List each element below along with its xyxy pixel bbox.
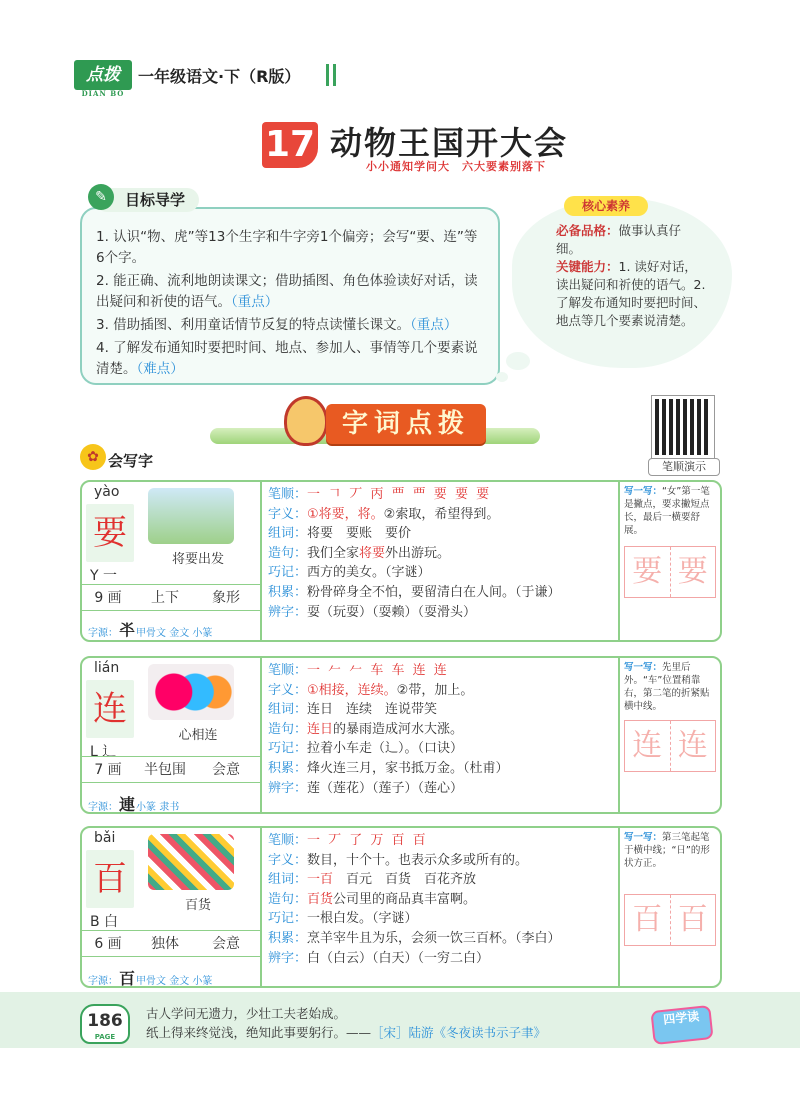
character: 百 [86, 850, 134, 908]
practice-grid[interactable]: 连 连 [624, 720, 716, 772]
char-info [82, 658, 262, 812]
char-source: 字源：百甲骨文 金文 小篆 [88, 969, 213, 988]
char-card-bai [80, 826, 722, 988]
char-meta-row: 7 画 半包围 会意 [82, 756, 262, 782]
char-source: 字源：𠦂甲骨文 金文 小篆 [88, 621, 213, 640]
qr-code-icon[interactable] [652, 396, 714, 458]
cloud-bubble-icon [496, 372, 508, 382]
char-details: 笔顺：一 𠂉 𠂉 车 车 连 连 字义：①相接，连续。②带，加上。 组词：连日 连续 连说带笑 造句：连日的暴雨造成河水大涨。 巧记：拉着小车走（辶）。（口诀） 积累：烽火连三月，家书抵万金。（杜甫） 辨字：莲（莲花）（莲子）（莲心） [268, 663, 509, 796]
char-meta-row: 6 画 独体 会意 [82, 930, 262, 956]
char-meta-row: 9 画 上下 象形 [82, 584, 262, 610]
lesson-number: 17 [262, 122, 318, 168]
goal-item: 1. 认识“物、虎”等13个生字和牛字旁1个偏旁；会写“要、连”等6个字。 [96, 229, 478, 266]
char-card-lian [80, 656, 722, 814]
char-card-yao [80, 480, 722, 642]
car-picture-icon [148, 488, 234, 544]
core-tag: 核心素养 [564, 196, 648, 216]
pinyin: bǎi [94, 830, 116, 846]
picture-word: 将要出发 [171, 552, 224, 567]
pinyin: yào [94, 484, 120, 500]
pinyin: lián [94, 660, 120, 676]
page-number: 186 PAGE [80, 1004, 130, 1044]
header-divider-icon [326, 64, 336, 86]
qr-label[interactable]: 笔顺演示 [648, 458, 720, 476]
write-heading: 会写字 [108, 452, 154, 470]
char-details: 笔顺：一 丆 了 万 百 百 字义：数目，十个十。也表示众多或所有的。 组词：一百 百元 百货 百花齐放 造句：百货公司里的商品真丰富啊。 巧记：一根白发。（字谜） 积累：烹羊宰牛且为乐，会须一饮三百杯。（李白） 辨字：白（白云）（白天）（一穷二白） [268, 833, 561, 966]
practice-grid[interactable]: 百 百 [624, 894, 716, 946]
goal-item: 3. 借助插图、利用童话情节反复的特点读懂长课文。（重点） [96, 317, 458, 333]
goals-heading: 目标导学 [95, 188, 199, 212]
goal-item: 4. 了解发布通知时要把时间、地点、参加人、事情等几个要素说清楚。（难点） [96, 340, 478, 377]
picture-word: 心相连 [178, 728, 218, 743]
page-title: 动物王国开大会 [330, 124, 569, 162]
practice-grid[interactable]: 要 要 [624, 546, 716, 598]
radical: Y 一 [90, 568, 118, 584]
char-source: 字源：連小篆 隶书 [88, 795, 180, 814]
cloud-bubble-icon [506, 352, 530, 370]
publisher-logo: 点拨 DIAN BO [74, 60, 132, 90]
character: 要 [86, 504, 134, 562]
goods-picture-icon [148, 834, 234, 890]
char-info [82, 482, 262, 640]
bee-icon: ✿ [80, 444, 106, 470]
goals-panel [80, 207, 500, 385]
footer-quote: 古人学问无遗力，少壮工夫老始成。 纸上得来终觉浅，绝知此事要躬行。——［宋］陆游《冬夜读书示子聿》 [146, 1006, 547, 1040]
write-practice: 写一写：先里后外。“车”位置稍靠右，第二笔的折紧贴横中线。 连 连 [618, 658, 720, 812]
lesson-subtitle: 小小通知学问大 六大要素别落下 [366, 160, 546, 173]
write-practice: 写一写：第三笔起笔于横中线；“日”的形状方正。 百 百 [618, 828, 720, 986]
section-banner: 字词点拨 [326, 404, 486, 444]
picture-word: 百货 [184, 898, 211, 913]
series-title: 一年级语文·下（R版） [138, 67, 301, 86]
goal-item: 2. 能正确、流利地朗读课文；借助插图、角色体验读好对话，读出疑问和祈使的语气。（重点） [96, 273, 478, 310]
radical: B 白 [90, 914, 119, 930]
core-content: 必备品格：做事认真仔细。 关键能力：1. 读好对话，读出疑问和祈使的语气。2. 了解发布通知时要把时间、地点等几个要素说清楚。 [556, 223, 707, 328]
read-badge: 四学读 [650, 1005, 713, 1045]
char-details: 笔顺：一 𠃍 丆 丙 覀 覀 要 要 要 字义：①将要，将。②索取，希望得到。 组词：将要 要账 要价 造句：我们全家将要外出游玩。 巧记：西方的美女。（字谜） 积累：粉骨碎身全不怕，要留清白在人间。（于谦） 辨字：耍（玩耍）（耍赖）（耍滑头） [268, 487, 561, 620]
character: 连 [86, 680, 134, 738]
mascot-icon [284, 396, 328, 446]
hearts-picture-icon [148, 664, 234, 720]
char-info [82, 828, 262, 986]
write-practice: 写一写：“女”第一笔是撇点，要求撇短点长，最后一横要舒展。 要 要 [618, 482, 720, 640]
book-icon: ✎ [88, 184, 114, 210]
radical: L 辶 [90, 744, 117, 760]
